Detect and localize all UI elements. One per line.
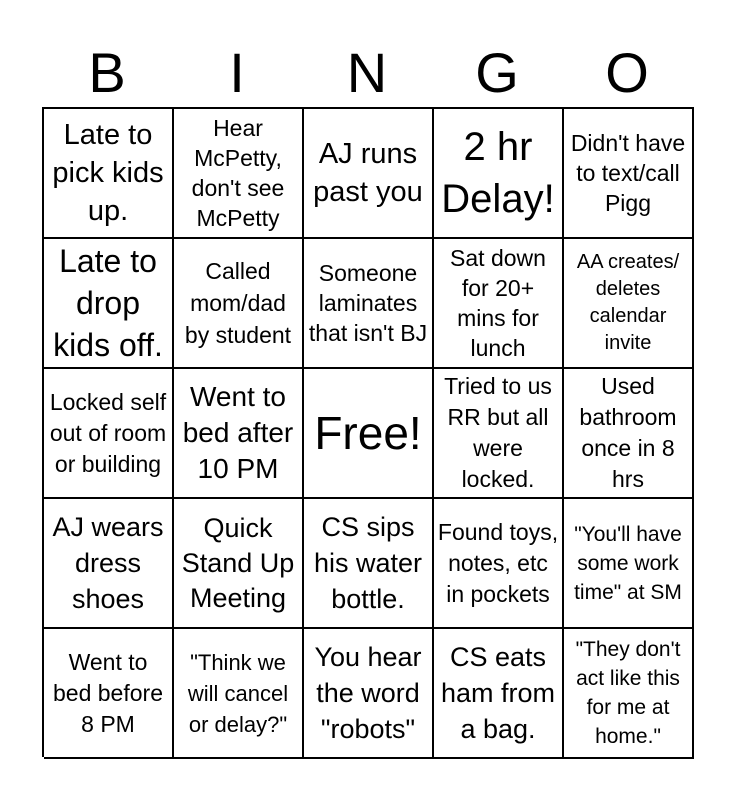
cell-text: AA creates/ deletes calendar invite (576, 251, 680, 354)
cell-text: Quick Stand Up Meeting (181, 512, 295, 613)
cell-text: "You'll have some work time" at SM (574, 522, 682, 604)
cell-text: Late to pick kids up. (52, 119, 164, 227)
bingo-cell[interactable] (304, 499, 434, 629)
cell-text: Late to drop kids off. (53, 243, 163, 363)
bingo-cell[interactable] (174, 499, 304, 629)
header-letter-n: N (346, 41, 388, 104)
bingo-cell[interactable] (304, 369, 434, 499)
cell-text: Locked self out of room or building (49, 388, 167, 477)
cell-text: Sat down for 20+ mins for lunch (450, 245, 546, 361)
header-letter-i: I (229, 41, 245, 104)
bingo-cell[interactable] (44, 629, 174, 759)
cell-text: Someone laminates that isn't BJ (308, 260, 428, 346)
cell-text: "Think we will cancel or delay?" (187, 649, 289, 737)
cell-text: AJ runs past you (313, 138, 423, 208)
bingo-cell[interactable] (564, 239, 694, 369)
bingo-cell[interactable] (434, 499, 564, 629)
bingo-cell[interactable] (174, 369, 304, 499)
bingo-cell[interactable] (434, 109, 564, 239)
bingo-cell[interactable] (434, 239, 564, 369)
bingo-cell[interactable] (44, 369, 174, 499)
bingo-grid (42, 107, 694, 757)
bingo-cell[interactable] (174, 629, 304, 759)
cell-text: Tried to us RR but all were locked. (444, 373, 552, 492)
cell-text: Used bathroom once in 8 hrs (579, 373, 677, 492)
cell-text: AJ wears dress shoes (52, 512, 164, 614)
bingo-cell[interactable] (304, 629, 434, 759)
bingo-cell[interactable] (434, 369, 564, 499)
bingo-cell[interactable] (564, 369, 694, 499)
cell-text: Called mom/dad by student (184, 258, 292, 348)
bingo-cell[interactable] (564, 499, 694, 629)
header-letter-g: G (475, 41, 519, 104)
cell-text: CS eats ham from a bag. (440, 642, 556, 744)
cell-text: 2 hr Delay! (441, 125, 555, 221)
bingo-cell[interactable] (304, 239, 434, 369)
bingo-cell[interactable] (44, 239, 174, 369)
bingo-cell[interactable] (434, 629, 564, 759)
cell-text: Went to bed before 8 PM (53, 648, 163, 737)
cell-text: Found toys, notes, etc in pockets (437, 518, 559, 607)
bingo-cell[interactable] (564, 109, 694, 239)
cell-text: CS sips his water bottle. (313, 512, 423, 614)
bingo-cell[interactable] (564, 629, 694, 759)
bingo-cell[interactable] (44, 499, 174, 629)
bingo-cell[interactable] (44, 109, 174, 239)
cell-text: Went to bed after 10 PM (182, 381, 294, 484)
cell-text: Didn't have to text/call Pigg (570, 130, 686, 216)
cell-text: Free! (314, 407, 422, 459)
cell-text: You hear the word "robots" (314, 642, 422, 744)
bingo-cell[interactable] (304, 109, 434, 239)
cell-text: "They don't act like this for me at home." (575, 638, 681, 748)
bingo-cell[interactable] (174, 239, 304, 369)
bingo-cell[interactable] (174, 109, 304, 239)
header-letter-b: B (88, 41, 126, 104)
bingo-header (42, 38, 692, 108)
header-letter-o: O (605, 41, 649, 104)
cell-text: Hear McPetty, don't see McPetty (191, 115, 285, 231)
